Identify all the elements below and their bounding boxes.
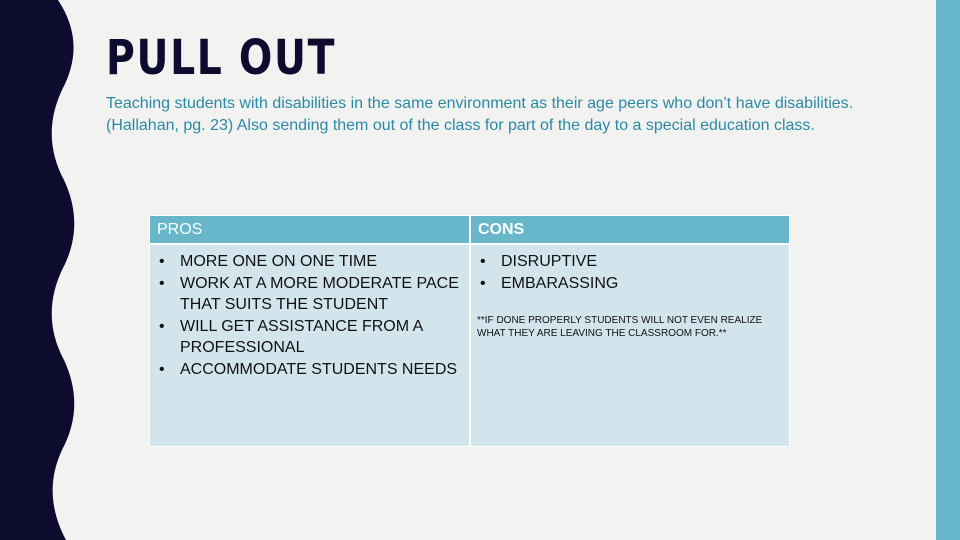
cons-item: • EMBARASSING	[477, 273, 783, 295]
pros-header: PROS	[150, 216, 469, 243]
pros-list	[156, 251, 463, 381]
pros-cell	[150, 245, 469, 446]
cons-list	[477, 251, 783, 294]
pros-item: • WILL GET ASSISTANCE FROM A PROFESSIONAL	[156, 316, 463, 359]
pros-item: • MORE ONE ON ONE TIME	[156, 251, 463, 273]
pros-item: • WORK AT A MORE MODERATE PACE THAT SUITS THE STUDENT	[156, 273, 463, 316]
cons-cell	[471, 245, 789, 446]
cons-item: • DISRUPTIVE	[477, 251, 783, 273]
wavy-left-border	[0, 0, 80, 540]
cons-header: CONS	[471, 216, 789, 243]
cons-note: **IF DONE PROPERLY STUDENTS WILL NOT EVEN REALIZE WHAT THEY ARE LEAVING THE CLASSROOM FOR.**	[477, 315, 763, 340]
pros-cons-table	[149, 215, 790, 447]
pros-item: • ACCOMMODATE STUDENTS NEEDS	[156, 359, 463, 381]
slide-description: Teaching students with disabilities in the same environment as their age peers who don’t have disabilities. (Hallahan, pg. 23) Also sending them out of the class for part of the day to a special education class.	[106, 95, 854, 134]
slide-title: PULL OUT	[106, 30, 337, 86]
right-accent-stripe	[936, 0, 960, 540]
